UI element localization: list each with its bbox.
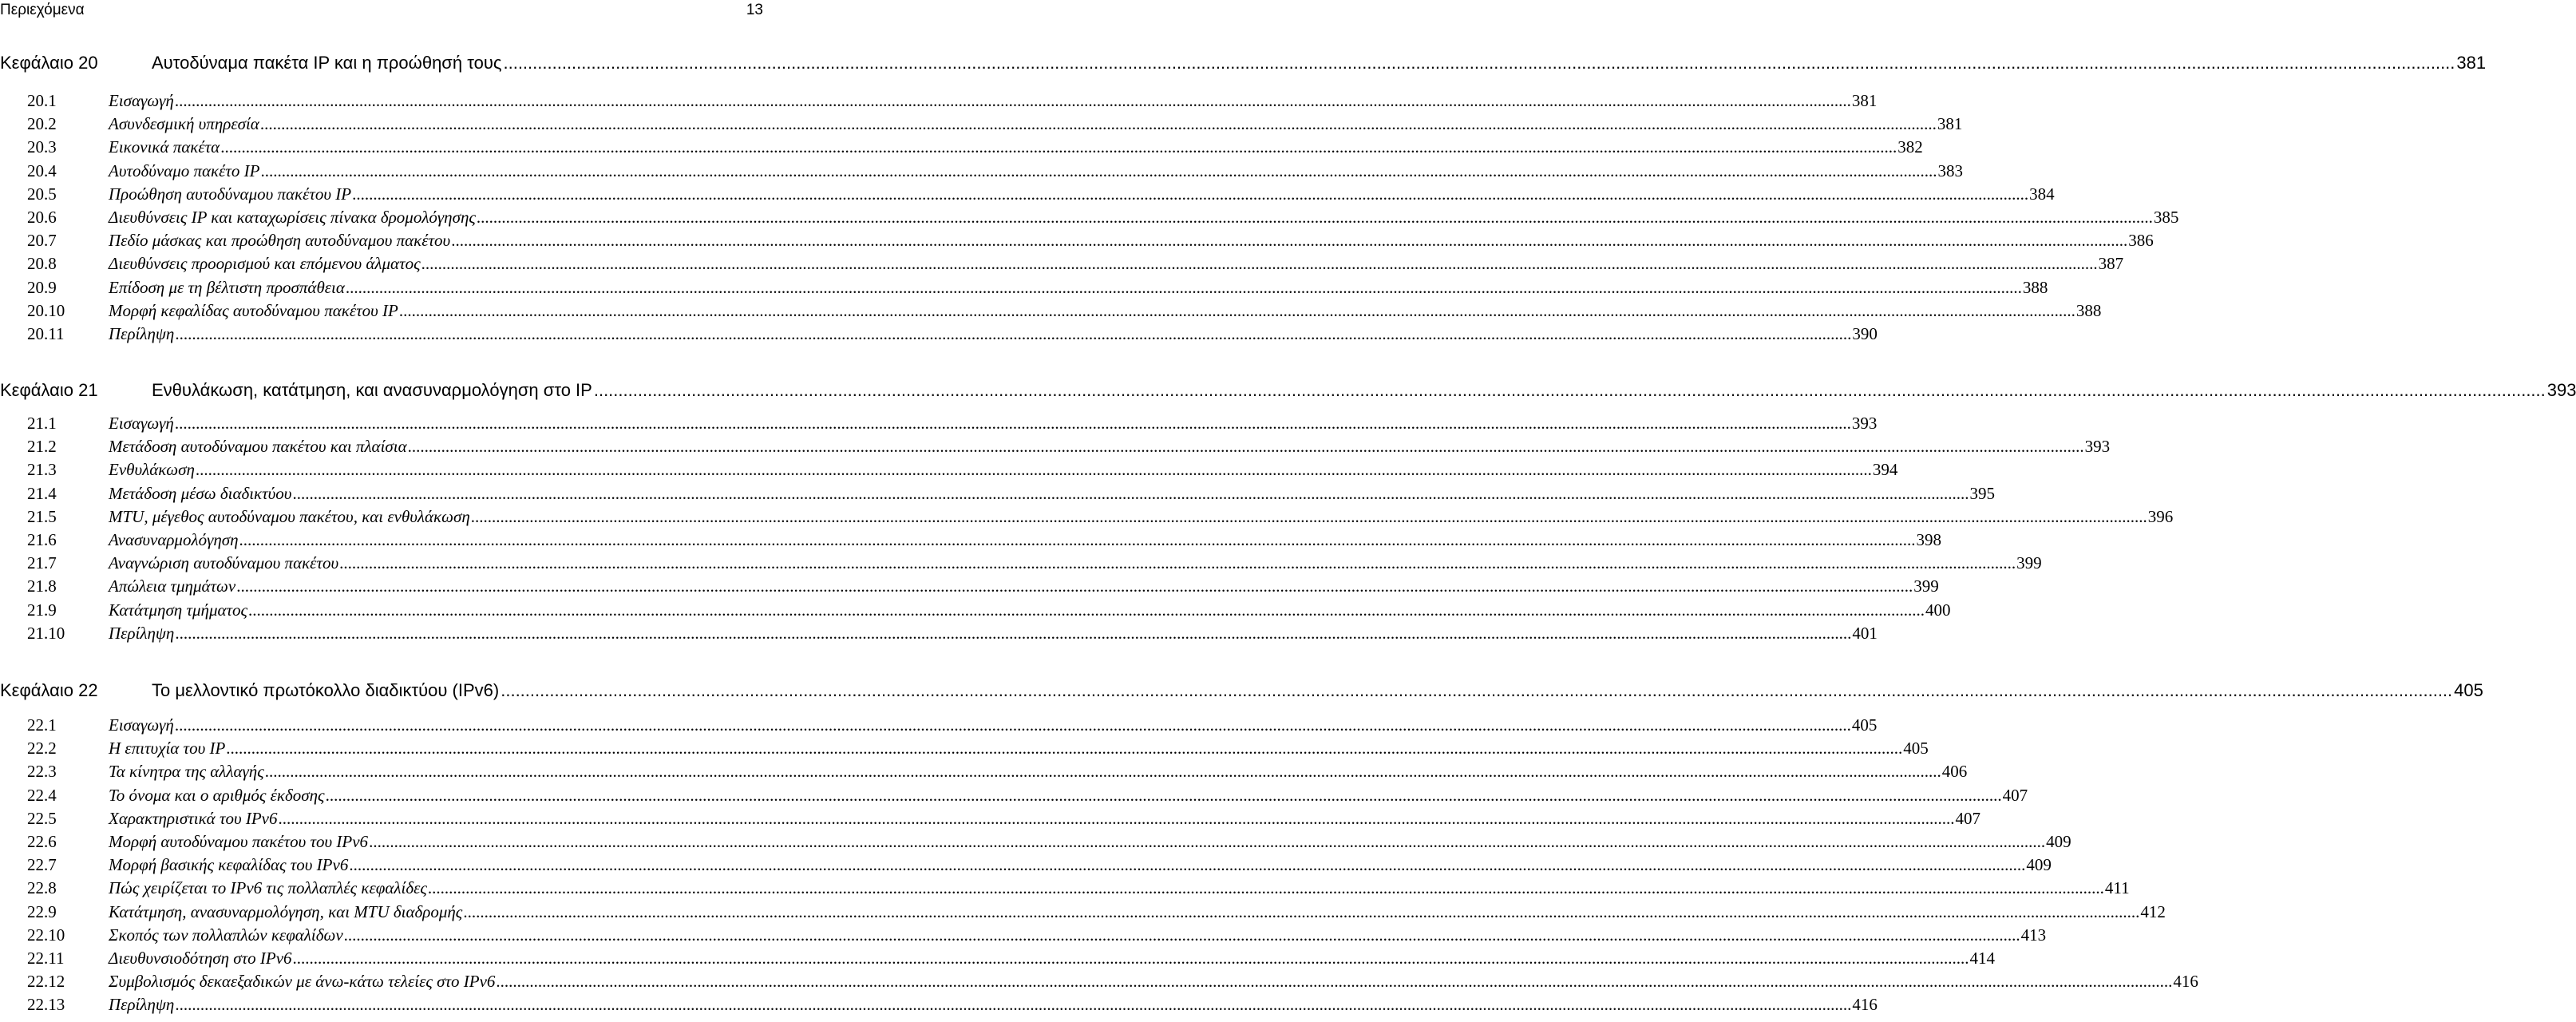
toc-entry [27, 300, 2102, 323]
section-number: 21.4 [27, 483, 57, 503]
section-page: 381 [1851, 91, 1878, 110]
dot-leader: ................................................................................................................................................................................................................................................................................................................................................................................................................ [349, 855, 2026, 875]
section-page: 396 [2147, 506, 2174, 526]
section-number: 21.10 [27, 623, 65, 643]
dot-leader: ................................................................................................................................................................................................................................................................................................................................................................................................................ [463, 901, 2140, 921]
toc-entry [27, 184, 2055, 207]
toc-entry [27, 553, 2042, 576]
section-page: 409 [2026, 855, 2052, 875]
section-page: 405 [1903, 739, 1929, 759]
section-number: 22.6 [27, 832, 57, 851]
section-title: Μορφή αυτοδύναμου πακέτου του IPv6 [109, 832, 369, 851]
section-page: 393 [2084, 437, 2111, 457]
toc-entry [27, 208, 2179, 230]
section-title: Περίληψη [109, 324, 175, 343]
dot-leader: ................................................................................................................................................................................................................................................................................................................................................................................................................ [470, 506, 2147, 526]
chapter-page: 393 [2546, 380, 2576, 400]
section-title: MTU, μέγεθος αυτοδύναμου πακέτου, και ενθυλάκωση [109, 506, 470, 526]
section-title: Πώς χειρίζεται το IPv6 τις πολλαπλές κεφαλίδες [109, 878, 427, 898]
dot-leader: ................................................................................................................................................................................................................................................................................................................................................................................................................ [248, 600, 1925, 620]
toc-entry [27, 901, 2166, 925]
section-number: 20.2 [27, 114, 57, 134]
section-number: 21.9 [27, 600, 57, 620]
section-title: Ασυνδεσμική υπηρεσία [109, 114, 259, 134]
section-page: 405 [1851, 715, 1878, 735]
section-page: 387 [2098, 254, 2124, 274]
section-number: 22.7 [27, 855, 57, 875]
section-page: 406 [1941, 762, 1968, 782]
dot-leader: ................................................................................................................................................................................................................................................................................................................................................................................................................ [369, 832, 2046, 851]
section-number: 20.9 [27, 277, 57, 297]
section-page: 385 [2153, 208, 2179, 227]
toc-entry [27, 231, 2154, 253]
toc-entry [27, 576, 1939, 599]
dot-leader: ................................................................................................................................................................................................................................................................................................................................................................................................................ [175, 623, 1852, 643]
toc-entry [27, 762, 1968, 784]
section-title: Επίδοση με τη βέλτιστη προσπάθεια [109, 277, 345, 297]
section-number: 22.13 [27, 995, 65, 1015]
section-page: 407 [2002, 785, 2028, 805]
dot-leader: ................................................................................................................................................................................................................................................................................................................................................................................................................ [259, 114, 1937, 134]
chapter-title: Ενθυλάκωση, κατάτμηση, και ανασυναρμολόγηση στο IP [152, 380, 592, 400]
toc-entry [27, 277, 2048, 300]
section-page: 384 [2029, 184, 2055, 204]
dot-leader: ................................................................................................................................................................................................................................................................................................................................................................................................................ [236, 576, 1913, 596]
section-number: 20.11 [27, 324, 65, 343]
section-number: 20.1 [27, 91, 57, 110]
toc-entry [27, 832, 2071, 854]
section-page: 390 [1852, 324, 1878, 343]
section-title: Διευθυνσιοδότηση στο IPv6 [109, 949, 292, 968]
section-title: Χαρακτηριστικά του IPv6 [109, 808, 278, 828]
section-page: 393 [1851, 414, 1878, 433]
chapter-label: Κεφάλαιο 20 [0, 53, 98, 73]
toc-entry [27, 972, 2198, 994]
section-number: 21.7 [27, 553, 57, 573]
toc-entry [27, 995, 1878, 1017]
section-title: Τα κίνητρα της αλλαγής [109, 762, 264, 782]
section-page: 416 [2173, 972, 2198, 992]
section-title: Απώλεια τμημάτων [109, 576, 236, 596]
section-page: 381 [1937, 114, 1963, 134]
section-number: 22.5 [27, 808, 57, 828]
section-number: 20.10 [27, 300, 65, 320]
section-page: 399 [2016, 553, 2042, 573]
dot-leader: ................................................................................................................................................................................................................................................................................................................................................................................................................ [345, 277, 2022, 297]
toc-entry [27, 114, 1963, 137]
dot-leader: ................................................................................................................................................................................................................................................................................................................................................................................................................ [292, 949, 1969, 968]
chapter-heading [0, 680, 2483, 707]
section-number: 20.7 [27, 231, 57, 251]
chapter-label: Κεφάλαιο 21 [0, 380, 98, 400]
toc-entry [27, 91, 1878, 113]
toc-entry [27, 878, 2130, 901]
section-number: 22.1 [27, 715, 57, 735]
section-page: 401 [1852, 623, 1878, 643]
section-title: Το όνομα και ο αριθμός έκδοσης [109, 785, 325, 805]
dot-leader: ................................................................................................................................................................................................................................................................................................................................................................................................................ [174, 91, 1851, 110]
section-number: 20.8 [27, 254, 57, 274]
section-number: 20.3 [27, 137, 57, 157]
section-number: 20.5 [27, 184, 57, 204]
section-number: 20.6 [27, 208, 57, 227]
dot-leader: ................................................................................................................................................................................................................................................................................................................................................................................................................ [352, 184, 2029, 204]
section-page: 414 [1969, 949, 1996, 968]
dot-leader: ................................................................................................................................................................................................................................................................................................................................................................................................................ [476, 208, 2153, 227]
toc-entry [27, 600, 1951, 623]
section-page: 400 [1925, 600, 1951, 620]
section-title: Συμβολισμός δεκαεξαδικών με άνω-κάτω τελείες στο IPv6 [109, 972, 496, 992]
chapter-heading [0, 53, 2487, 80]
dot-leader: ................................................................................................................................................................................................................................................................................................................................................................................................................ [220, 137, 1897, 157]
section-title: Ανασυναρμολόγηση [109, 530, 239, 549]
dot-leader: ................................................................................................................................................................................................................................................................................................................................................................................................................ [503, 53, 2455, 73]
toc-entry [27, 137, 1923, 160]
dot-leader: ................................................................................................................................................................................................................................................................................................................................................................................................................ [398, 300, 2075, 320]
toc-entry [27, 808, 1980, 831]
section-page: 386 [2128, 231, 2154, 251]
toc-entry [27, 925, 2047, 948]
chapter-heading [0, 380, 2576, 407]
section-title: Περίληψη [109, 995, 175, 1015]
section-page: 394 [1872, 460, 1898, 480]
page-header [0, 0, 766, 24]
section-title: Ενθυλάκωση [109, 460, 195, 480]
dot-leader: ................................................................................................................................................................................................................................................................................................................................................................................................................ [501, 680, 2453, 700]
section-page: 398 [1916, 530, 1942, 549]
dot-leader: ................................................................................................................................................................................................................................................................................................................................................................................................................ [407, 437, 2084, 457]
section-title: Κατάτμηση τμήματος [109, 600, 248, 620]
section-number: 22.11 [27, 949, 65, 968]
section-page: 388 [2075, 300, 2102, 320]
section-number: 21.3 [27, 460, 57, 480]
section-number: 22.2 [27, 739, 57, 759]
toc-entry [27, 623, 1878, 646]
section-number: 21.1 [27, 414, 57, 433]
chapter-title: Το μελλοντικό πρωτόκολλο διαδικτύου (IPv6) [152, 680, 500, 700]
dot-leader: ................................................................................................................................................................................................................................................................................................................................................................................................................ [325, 785, 2002, 805]
section-page: 412 [2140, 901, 2166, 921]
dot-leader: ................................................................................................................................................................................................................................................................................................................................................................................................................ [174, 715, 1851, 735]
section-page: 399 [1913, 576, 1939, 596]
dot-leader: ................................................................................................................................................................................................................................................................................................................................................................................................................ [264, 762, 1941, 782]
section-page: 382 [1897, 137, 1923, 157]
chapter-label: Κεφάλαιο 22 [0, 680, 98, 700]
section-title: Η επιτυχία του IP [109, 739, 226, 759]
section-number: 22.10 [27, 925, 65, 945]
dot-leader: ................................................................................................................................................................................................................................................................................................................................................................................................................ [593, 380, 2546, 400]
section-title: Περίληψη [109, 623, 175, 643]
dot-leader: ................................................................................................................................................................................................................................................................................................................................................................................................................ [451, 231, 2128, 251]
toc-entry [27, 715, 1878, 738]
section-page: 411 [2104, 878, 2130, 898]
section-page: 413 [2020, 925, 2047, 945]
running-title: Περιεχόμενα [0, 2, 85, 18]
dot-leader: ................................................................................................................................................................................................................................................................................................................................................................................................................ [496, 972, 2173, 992]
section-title: Αυτοδύναμο πακέτο IP [109, 160, 260, 180]
section-page: 388 [2022, 277, 2048, 297]
toc-entry [27, 949, 1996, 971]
section-page: 383 [1937, 160, 1964, 180]
section-title: Εισαγωγή [109, 715, 174, 735]
toc-entry [27, 160, 1964, 184]
section-page: 395 [1969, 483, 1995, 503]
section-number: 21.6 [27, 530, 57, 549]
toc-entry [27, 739, 1929, 761]
dot-leader: ................................................................................................................................................................................................................................................................................................................................................................................................................ [339, 553, 2016, 573]
chapter-page: 405 [2454, 680, 2483, 700]
toc-entry [27, 483, 1995, 506]
dot-leader: ................................................................................................................................................................................................................................................................................................................................................................................................................ [427, 878, 2104, 898]
toc-entry [27, 460, 1898, 482]
dot-leader: ................................................................................................................................................................................................................................................................................................................................................................................................................ [175, 324, 1852, 343]
section-page: 409 [2046, 832, 2071, 851]
section-title: Μορφή βασικής κεφαλίδας του IPv6 [109, 855, 349, 875]
dot-leader: ................................................................................................................................................................................................................................................................................................................................................................................................................ [278, 808, 1955, 828]
section-title: Κατάτμηση, ανασυναρμολόγηση, και MTU διαδρομής [109, 901, 463, 921]
section-title: Αναγνώριση αυτοδύναμου πακέτου [109, 553, 339, 573]
section-number: 22.9 [27, 901, 57, 921]
section-number: 21.2 [27, 437, 57, 457]
section-title: Σκοπός των πολλαπλών κεφαλίδων [109, 925, 343, 945]
section-title: Εικονικά πακέτα [109, 137, 220, 157]
dot-leader: ................................................................................................................................................................................................................................................................................................................................................................................................................ [421, 254, 2098, 274]
dot-leader: ................................................................................................................................................................................................................................................................................................................................................................................................................ [195, 460, 1872, 480]
chapter-title: Αυτοδύναμα πακέτα IP και η προώθησή τους [152, 53, 502, 73]
section-title: Εισαγωγή [109, 414, 174, 433]
toc-entry [27, 785, 2028, 808]
section-title: Προώθηση αυτοδύναμου πακέτου IP [109, 184, 352, 204]
section-page: 416 [1852, 995, 1878, 1015]
section-number: 22.3 [27, 762, 57, 782]
dot-leader: ................................................................................................................................................................................................................................................................................................................................................................................................................ [226, 739, 1903, 759]
section-number: 21.8 [27, 576, 57, 596]
dot-leader: ................................................................................................................................................................................................................................................................................................................................................................................................................ [343, 925, 2020, 945]
section-page: 407 [1955, 808, 1980, 828]
section-number: 21.5 [27, 506, 57, 526]
toc-entry [27, 530, 1942, 553]
chapter-page: 381 [2456, 53, 2487, 73]
section-number: 20.4 [27, 160, 57, 180]
dot-leader: ................................................................................................................................................................................................................................................................................................................................................................................................................ [292, 483, 1969, 503]
section-title: Πεδίο μάσκας και προώθηση αυτοδύναμου πακέτου [109, 231, 451, 251]
section-number: 22.12 [27, 972, 65, 992]
toc-entry [27, 414, 1878, 436]
section-title: Διευθύνσεις προορισμού και επόμενου άλματος [109, 254, 421, 274]
toc-entry [27, 506, 2174, 529]
dot-leader: ................................................................................................................................................................................................................................................................................................................................................................................................................ [239, 530, 1916, 549]
page-number: 13 [746, 2, 763, 18]
section-number: 22.4 [27, 785, 57, 805]
dot-leader: ................................................................................................................................................................................................................................................................................................................................................................................................................ [174, 414, 1851, 433]
dot-leader: ................................................................................................................................................................................................................................................................................................................................................................................................................ [260, 160, 1937, 180]
toc-entry [27, 254, 2124, 276]
section-title: Μορφή κεφαλίδας αυτοδύναμου πακέτου IP [109, 300, 398, 320]
section-title: Μετάδοση αυτοδύναμου πακέτου και πλαίσια [109, 437, 407, 457]
section-title: Διευθύνσεις IP και καταχωρίσεις πίνακα δρομολόγησης [109, 208, 476, 227]
toc-entry [27, 437, 2111, 459]
section-number: 22.8 [27, 878, 57, 898]
toc-entry [27, 855, 2052, 877]
toc-entry [27, 324, 1878, 347]
section-title: Μετάδοση μέσω διαδικτύου [109, 483, 292, 503]
dot-leader: ................................................................................................................................................................................................................................................................................................................................................................................................................ [175, 995, 1852, 1015]
section-title: Εισαγωγή [109, 91, 174, 110]
